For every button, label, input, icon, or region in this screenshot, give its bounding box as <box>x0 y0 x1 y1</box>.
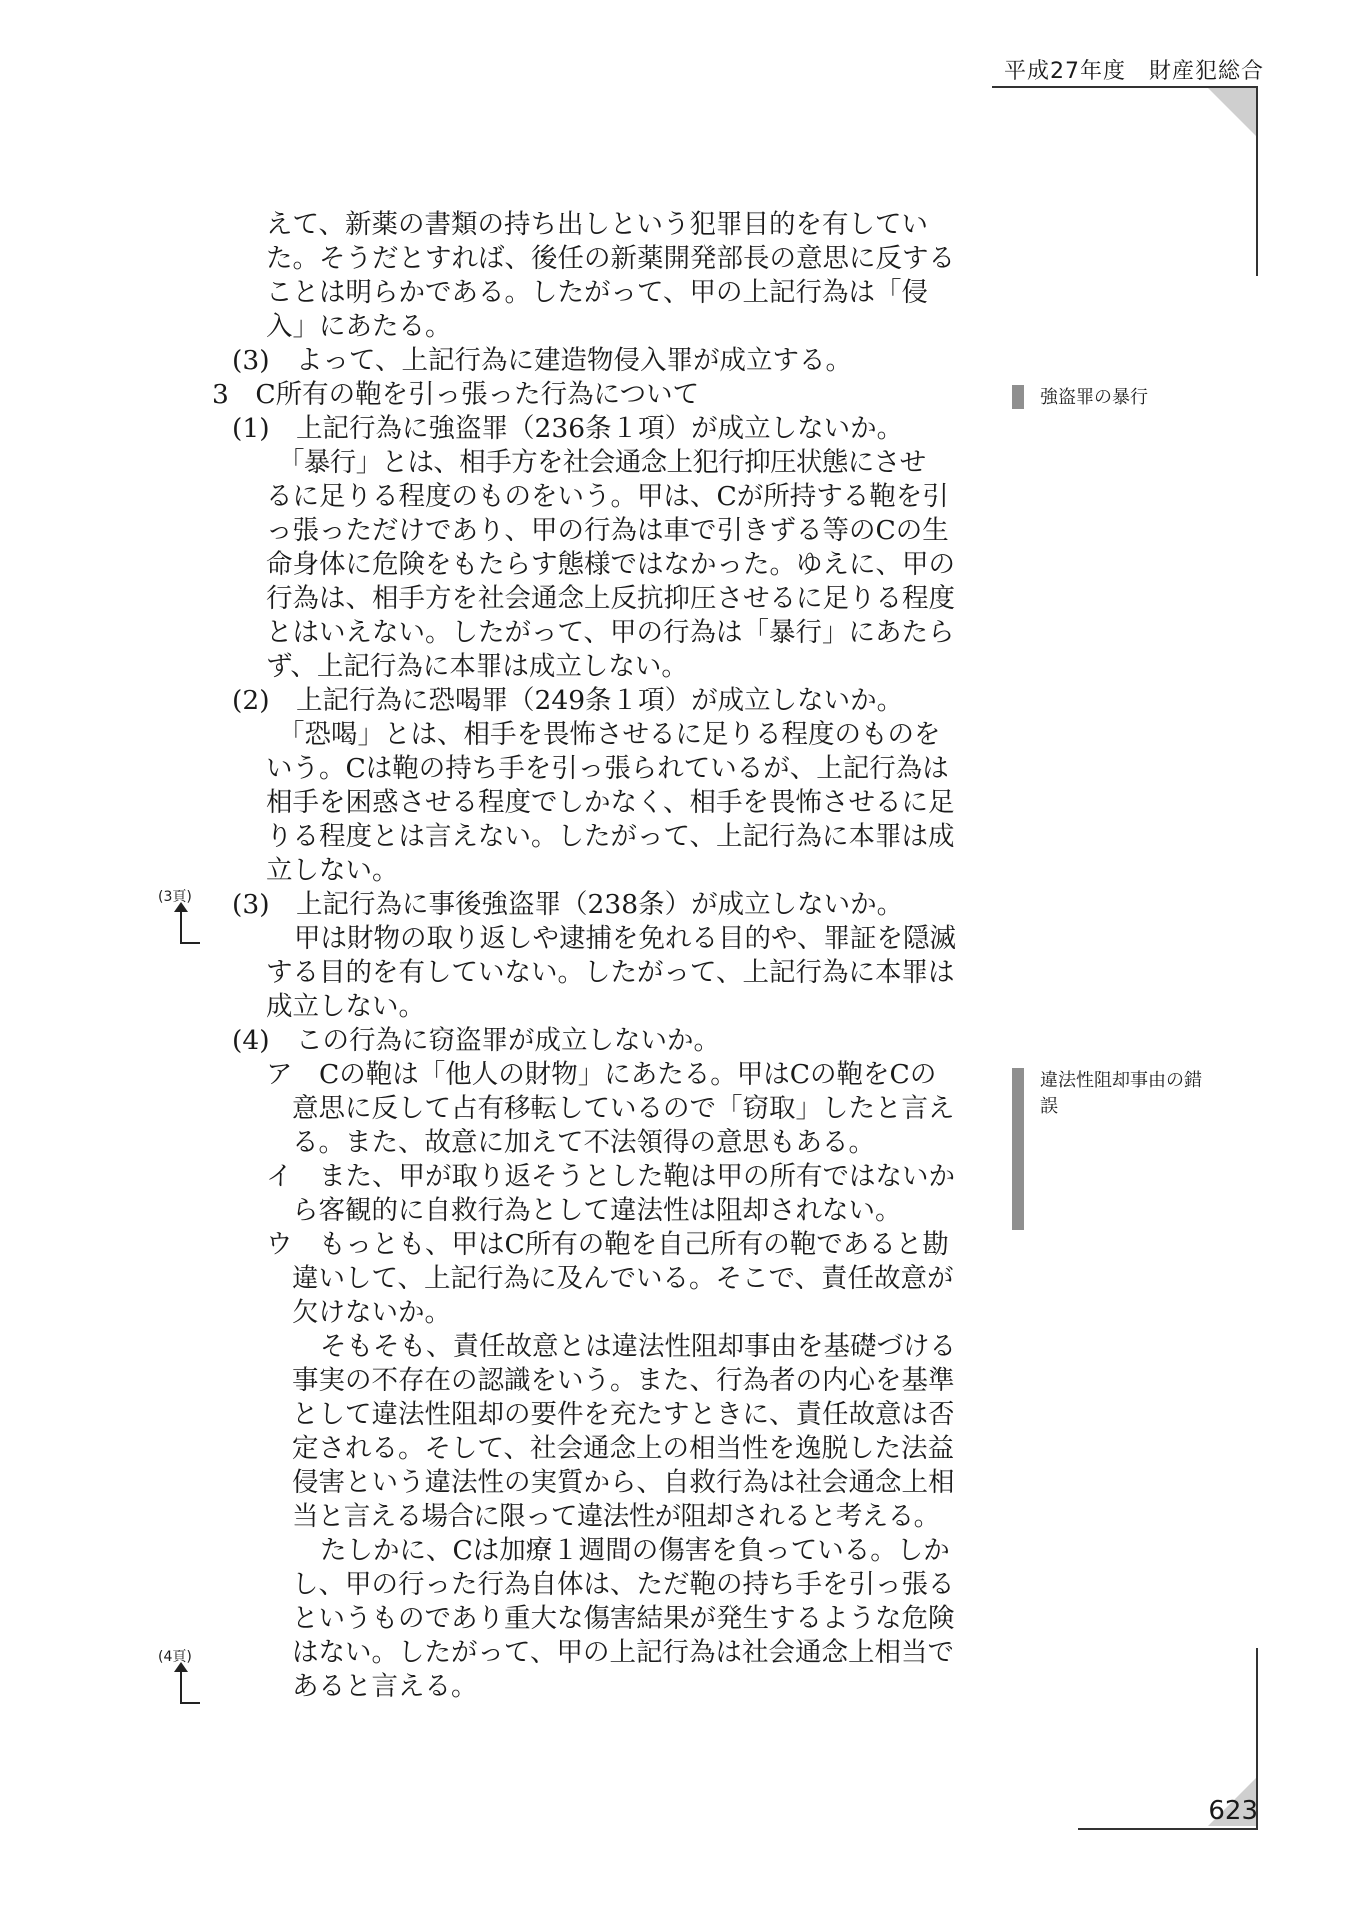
text-line: 甲は財物の取り返しや逮捕を免れる目的や、罪証を隠滅 <box>294 923 956 954</box>
text-line: る。また、故意に加えて不法領得の意思もある。 <box>292 1127 875 1158</box>
text-line: るに足りる程度のものをいう。甲は、Cが所持する鞄を引 <box>266 481 949 512</box>
footer-rule <box>1078 1828 1258 1830</box>
text-line: あると言える。 <box>292 1671 478 1702</box>
text-line: 「暴行」とは、相手方を社会通念上犯行抑圧状態にさせ <box>278 447 926 478</box>
text-line: (3) よって、上記行為に建造物侵入罪が成立する。 <box>232 345 853 376</box>
running-title: 平成27年度 財産犯総合 <box>1004 59 1264 84</box>
margin-rule-top <box>1256 86 1258 276</box>
text-line: えて、新薬の書類の持ち出しという犯罪目的を有してい <box>266 209 928 240</box>
text-line: 意思に反して占有移転しているので「窃取」したと言え <box>292 1093 955 1124</box>
text-line: 当と言える場合に限って違法性が阻却されると考える。 <box>292 1501 940 1532</box>
text-line: (2) 上記行為に恐喝罪（249条１項）が成立しないか。 <box>232 685 904 716</box>
text-line: イ また、甲が取り返そうとした鞄は甲の所有ではないか <box>266 1161 955 1192</box>
page-ref-label: (4頁) <box>158 1649 192 1665</box>
text-line: 行為は、相手方を社会通念上反抗抑圧させるに足りる程度 <box>266 583 955 614</box>
text-line: 定される。そして、社会通念上の相当性を逸脱した法益 <box>292 1433 954 1464</box>
text-line: 成立しない。 <box>266 991 425 1022</box>
text-line: というものであり重大な傷害結果が発生するような危険 <box>292 1603 955 1634</box>
text-line: た。そうだとすれば、後任の新薬開発部長の意思に反する <box>266 243 955 274</box>
text-line: りる程度とは言えない。したがって、上記行為に本罪は成 <box>266 821 955 852</box>
text-line: そもそも、責任故意とは違法性阻却事由を基礎づける <box>320 1331 956 1362</box>
text-line: とはいえない。したがって、甲の行為は「暴行」にあたら <box>266 617 955 648</box>
sidenote-label: 強盗罪の暴行 <box>1040 387 1148 408</box>
text-line: 命身体に危険をもたらす態様ではなかった。ゆえに、甲の <box>266 549 955 580</box>
text-line: 違いして、上記行為に及んでいる。そこで、責任故意が <box>292 1263 954 1294</box>
section-heading: 3 C所有の鞄を引っ張った行為について <box>212 379 700 410</box>
sidenote-bar <box>1012 385 1024 409</box>
ref-arrow-shaft <box>180 1668 182 1704</box>
text-line: し、甲の行った行為自体は、ただ鞄の持ち手を引っ張る <box>292 1569 955 1600</box>
text-line: 相手を困惑させる程度でしかなく、相手を畏怖させるに足 <box>266 787 955 818</box>
text-line: として違法性阻却の要件を充たすときに、責任故意は否 <box>292 1399 955 1430</box>
text-line: 立しない。 <box>266 855 399 886</box>
text-line: する目的を有していない。したがって、上記行為に本罪は <box>266 957 955 988</box>
text-line: ウ もっとも、甲はC所有の鞄を自己所有の鞄であると勘 <box>266 1229 949 1260</box>
text-line: (3) 上記行為に事後強盗罪（238条）が成立しないか。 <box>232 889 904 920</box>
ref-arrow-foot <box>180 1702 200 1704</box>
text-line: 欠けないか。 <box>292 1297 451 1328</box>
text-line: ら客観的に自救行為として違法性は阻却されない。 <box>292 1195 902 1226</box>
text-line: ことは明らかである。したがって、甲の上記行為は「侵 <box>266 277 928 308</box>
text-line: 入」にあたる。 <box>266 311 452 342</box>
ref-arrow-shaft <box>180 908 182 944</box>
sidenote-bar <box>1012 1068 1024 1230</box>
page-number: 623 <box>1208 1796 1258 1826</box>
text-line: っ張っただけであり、甲の行為は車で引きずる等のCの生 <box>266 515 949 546</box>
page-ref-label: (3頁) <box>158 889 192 905</box>
ref-arrow-foot <box>180 942 200 944</box>
text-line: (1) 上記行為に強盗罪（236条１項）が成立しないか。 <box>232 413 904 444</box>
text-line: たしかに、Cは加療１週間の傷害を負っている。しか <box>320 1535 950 1566</box>
text-line: 侵害という違法性の実質から、自救行為は社会通念上相 <box>292 1467 955 1498</box>
text-line: 事実の不存在の認識をいう。また、行為者の内心を基準 <box>292 1365 955 1396</box>
sidenote-label: 誤 <box>1040 1096 1058 1117</box>
corner-tab-top <box>1208 88 1256 136</box>
text-line: (4) この行為に窃盗罪が成立しないか。 <box>232 1025 721 1056</box>
sidenote-label: 違法性阻却事由の錯 <box>1040 1070 1202 1091</box>
text-line: ず、上記行為に本罪は成立しない。 <box>266 651 688 682</box>
text-line: はない。したがって、甲の上記行為は社会通念上相当で <box>292 1637 954 1668</box>
text-line: 「恐喝」とは、相手を畏怖させるに足りる程度のものを <box>278 719 941 750</box>
text-line: いう。Cは鞄の持ち手を引っ張られているが、上記行為は <box>266 753 949 784</box>
text-line: ア Cの鞄は「他人の財物」にあたる。甲はCの鞄をCの <box>266 1059 937 1090</box>
